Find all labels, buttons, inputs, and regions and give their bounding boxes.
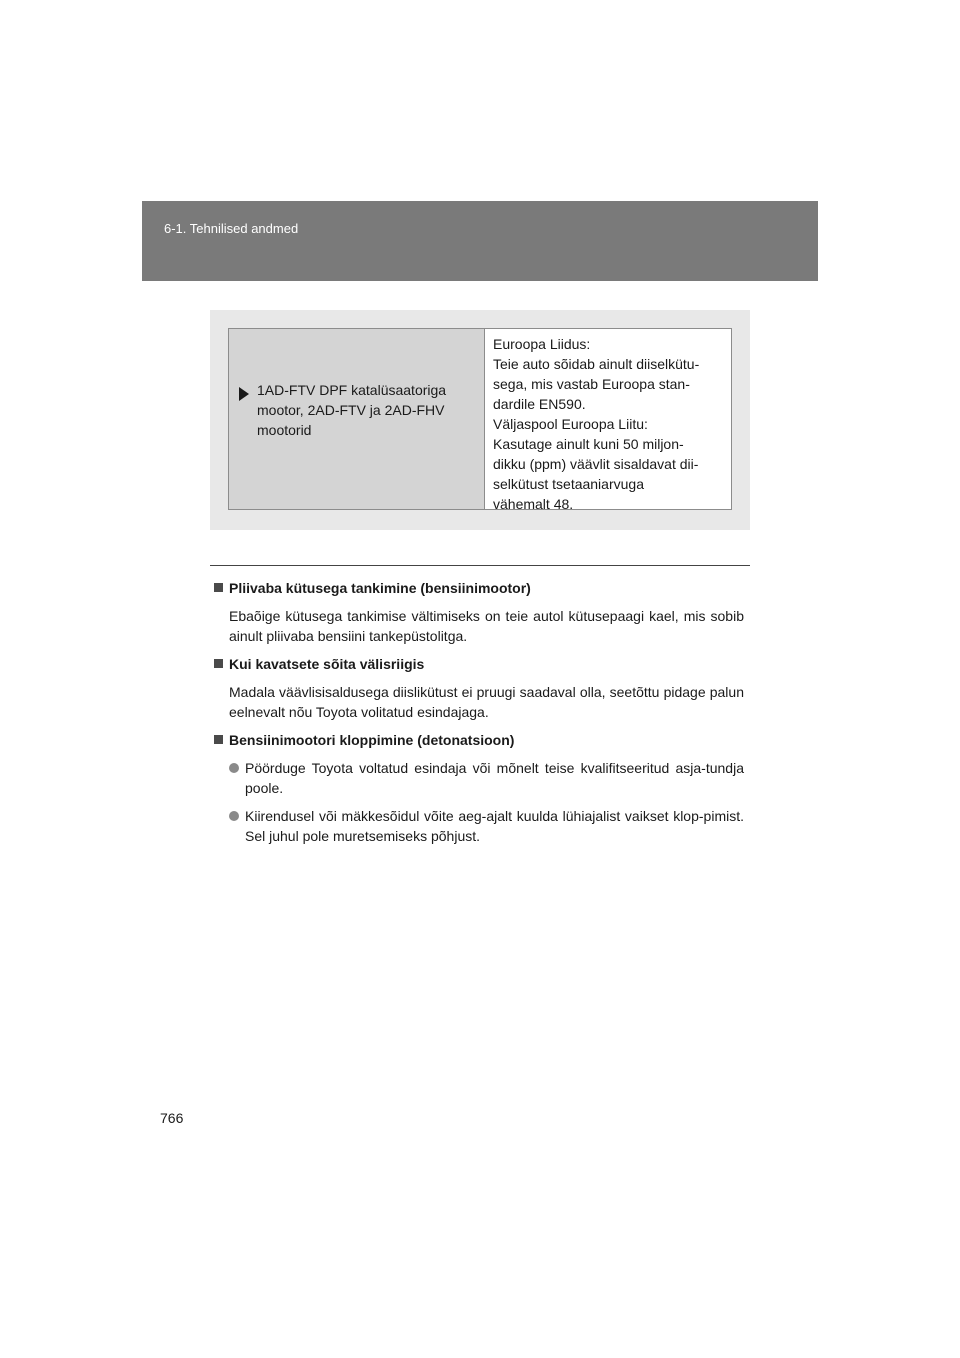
triangle-arrow-icon <box>239 387 249 401</box>
heading-text: Kui kavatsete sõita välisriigis <box>229 656 425 672</box>
bullet-text: Pöörduge Toyota voltatud esindaja või mõnelt teise kvalifitseeritud asja-tundja poole. <box>245 760 744 796</box>
spec-engine-cell <box>229 329 485 509</box>
spec-detail-line: vähemalt 48. <box>493 496 574 512</box>
section-paragraph: Ebaõige kütusega tankimise vältimiseks on teie autol kütusepaagi kael, mis sobib ainult pliivaba bensiini tankepüstolitga. <box>229 608 744 644</box>
section-title: 6-1. Tehnilised andmed <box>164 221 299 236</box>
section-paragraph: Madala väävlisisaldusega diislikütust ei pruugi saadaval olla, seetõttu pidage palun eelnevalt nõu Toyota volitatud esindajaga. <box>229 684 744 720</box>
spec-detail-line: dikku (ppm) väävlit sisaldavat dii- <box>493 456 699 472</box>
spec-detail-line: sega, mis vastab Euroopa stan- <box>493 376 690 392</box>
spec-detail-line: selkütust tsetaaniarvuga <box>493 476 644 492</box>
spec-detail-line: dardile EN590. <box>493 396 586 412</box>
circle-bullet-icon <box>229 811 239 821</box>
engine-label: 1AD-FTV DPF katalüsaatoriga mootor, 2AD-FTV ja 2AD-FHV mootorid <box>257 382 447 438</box>
spec-panel <box>210 310 750 530</box>
spec-details-cell <box>485 329 731 512</box>
bullet-text: Kiirendusel või mäkkesõidul võite aeg-ajalt kuulda lühiajalist vaikset klop-pimist. Sel juhul pole muretsemiseks põhjust. <box>245 808 744 844</box>
main-content <box>214 578 744 846</box>
heading-text: Bensiinimootori kloppimine (detonatsioon) <box>229 732 515 748</box>
spec-detail-line: Väljaspool Euroopa Liitu: <box>493 416 648 432</box>
section-heading <box>214 654 744 674</box>
section-divider <box>210 565 750 566</box>
circle-bullet-icon <box>229 763 239 773</box>
header-band <box>142 201 818 281</box>
square-bullet-icon <box>214 583 223 592</box>
section-heading <box>214 578 744 598</box>
square-bullet-icon <box>214 659 223 668</box>
spec-detail-line: Teie auto sõidab ainult diiselkütu- <box>493 356 700 372</box>
page-number: 766 <box>160 1110 184 1126</box>
bullet-item <box>229 758 744 798</box>
spec-detail-line: Kasutage ainult kuni 50 miljon- <box>493 436 684 452</box>
spec-detail-line: Euroopa Liidus: <box>493 336 591 352</box>
spec-table <box>228 328 732 510</box>
square-bullet-icon <box>214 735 223 744</box>
bullet-item <box>229 806 744 846</box>
heading-text: Pliivaba kütusega tankimine (bensiinimootor) <box>229 580 531 596</box>
section-heading <box>214 730 744 750</box>
